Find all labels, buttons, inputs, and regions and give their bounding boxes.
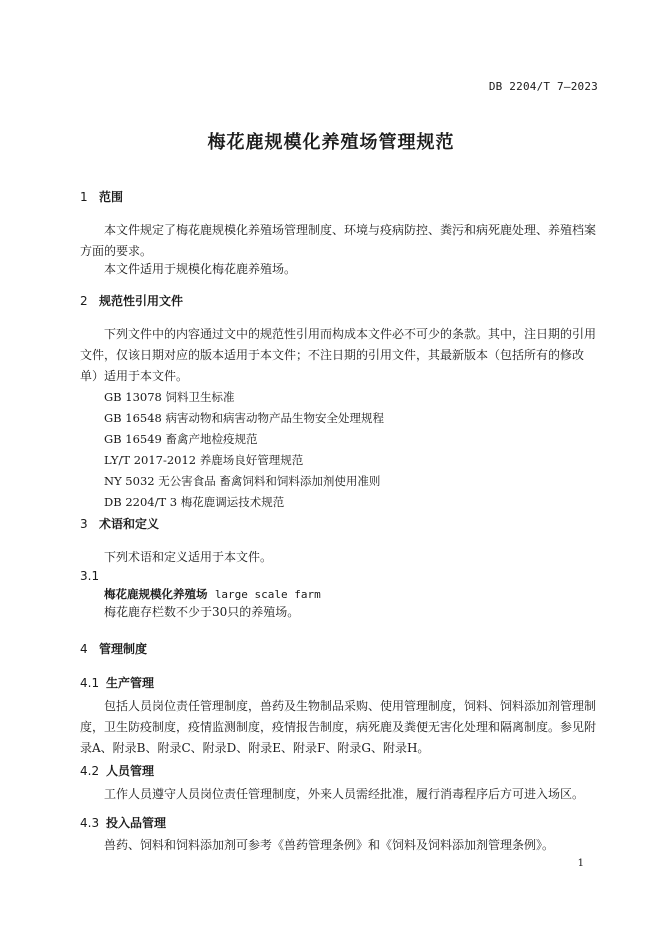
subsection-title: 人员管理 — [106, 764, 155, 778]
subsection-number: 4.1 — [80, 676, 100, 690]
term-english: large scale farm — [214, 588, 321, 601]
section-4-heading — [80, 640, 147, 657]
section-2-heading — [80, 292, 183, 309]
term-number: 3.1 — [80, 569, 100, 583]
paragraph: 包括人员岗位责任管理制度，兽药及生物制品采购、使用管理制度，饲料、饲料添加剂管理制度，卫生防疫制度，疫情监测制度，疫情报告制度，病死鹿及粪便无害化处理和隔离制度。参见附录A、附录B、附录C、附录D、附录E、附录F、附录G、附录H。 — [80, 699, 597, 755]
section-number: 4 — [80, 642, 88, 656]
section-title: 规范性引用文件 — [99, 294, 184, 308]
subsection-4-1-heading — [80, 674, 154, 691]
subsection-number: 4.3 — [80, 816, 100, 830]
paragraph: 下列术语和定义适用于本文件。 — [104, 550, 273, 564]
paragraph: 本文件规定了梅花鹿规模化养殖场管理制度、环境与疫病防控、粪污和病死鹿处理、养殖档案方面的要求。 — [80, 223, 597, 258]
section-title: 术语和定义 — [99, 517, 160, 531]
page-number: 1 — [577, 858, 584, 869]
reference-item: GB 16548 病害动物和病害动物产品生物安全处理规程 — [104, 411, 385, 425]
subsection-4-2-heading — [80, 762, 154, 779]
paragraph: 工作人员遵守人员岗位责任管理制度，外来人员需经批准，履行消毒程序后方可进入场区。 — [104, 787, 585, 801]
section-1-heading — [80, 188, 123, 205]
term-definition: 梅花鹿存栏数不少于30只的养殖场。 — [104, 605, 300, 619]
section-number: 2 — [80, 294, 88, 308]
section-title: 管理制度 — [99, 642, 148, 656]
reference-item: GB 16549 畜禽产地检疫规范 — [104, 432, 258, 446]
document-title: 梅花鹿规模化养殖场管理规范 — [207, 132, 455, 153]
reference-item: NY 5032 无公害食品 畜禽饲料和饲料添加剂使用准则 — [104, 474, 381, 488]
subsection-title: 生产管理 — [106, 676, 155, 690]
subsection-4-3-heading — [80, 814, 166, 831]
paragraph: 本文件适用于规模化梅花鹿养殖场。 — [104, 262, 297, 276]
reference-item: LY/T 2017-2012 养鹿场良好管理规范 — [104, 453, 304, 467]
section-title: 范围 — [99, 190, 124, 204]
section-number: 1 — [80, 190, 88, 204]
paragraph: 兽药、饲料和饲料添加剂可参考《兽药管理条例》和《饲料及饲料添加剂管理条例》。 — [104, 838, 555, 852]
term-chinese: 梅花鹿规模化养殖场 — [104, 587, 208, 601]
reference-item: DB 2204/T 3 梅花鹿调运技术规范 — [104, 495, 285, 509]
section-3-heading — [80, 515, 159, 532]
subsection-number: 4.2 — [80, 764, 100, 778]
section-number: 3 — [80, 517, 88, 531]
reference-item: GB 13078 饲料卫生标准 — [104, 390, 235, 404]
paragraph: 下列文件中的内容通过文中的规范性引用而构成本文件必不可少的条款。其中，注日期的引用文件，仅该日期对应的版本适用于本文件；不注日期的引用文件，其最新版本（包括所有的修改单）适用于本文件。 — [80, 327, 597, 383]
standard-number: DB 2204/T 7—2023 — [488, 80, 598, 93]
subsection-title: 投入品管理 — [106, 816, 167, 830]
